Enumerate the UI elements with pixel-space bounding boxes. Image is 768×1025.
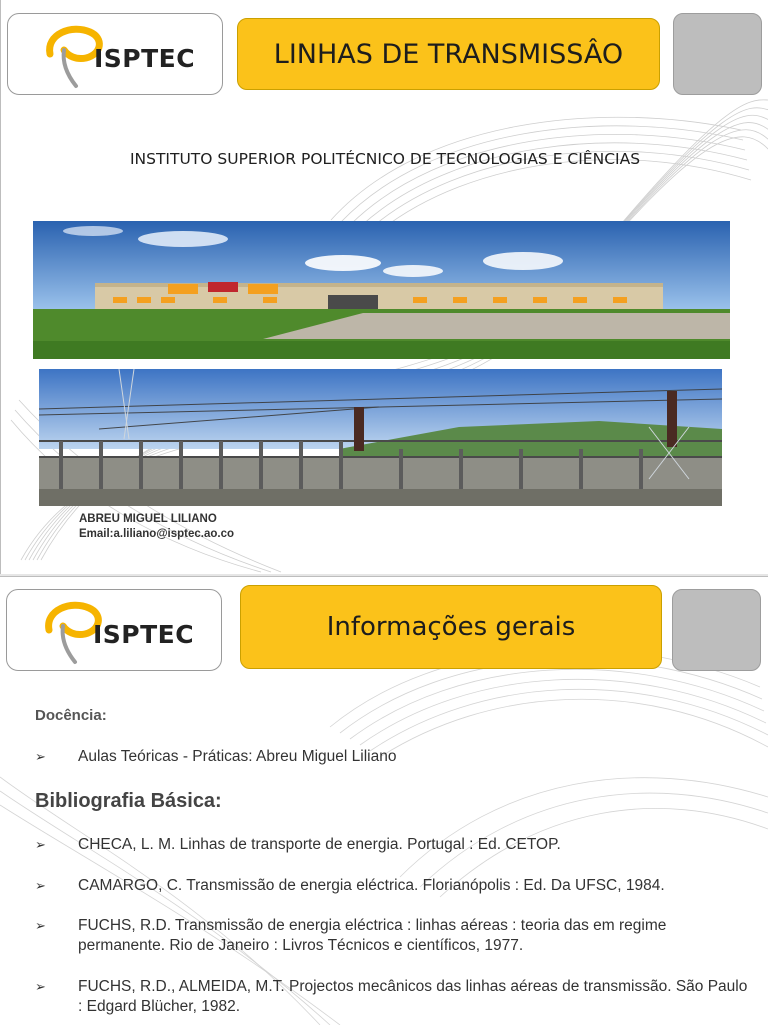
logo-text: ISPTEC: [93, 620, 195, 649]
slide-title-banner: [240, 585, 662, 669]
bibliography-item: FUCHS, R.D. Transmissão de energia eléctrica : linhas aéreas : teoria das em regime permanente. Rio de Janeiro : Livros Técnicos e científicos, 1977.: [78, 917, 667, 954]
slide-title-banner: [237, 18, 660, 90]
slide-title: Informações gerais: [326, 612, 576, 642]
bullet-arrow-icon: ➢: [35, 918, 46, 933]
bullet-arrow-icon: ➢: [35, 878, 46, 893]
author-name: ABREU MIGUEL LILIANO: [79, 513, 217, 525]
grey-placeholder-box: [673, 13, 762, 95]
bibliography-item: CAMARGO, C. Transmissão de energia eléctrica. Florianópolis : Ed. Da UFSC, 1984.: [78, 877, 665, 894]
bibliography-heading: Bibliografia Básica:: [35, 790, 222, 812]
bibliography-item: CHECA, L. M. Linhas de transporte de energia. Portugal : Ed. CETOP.: [78, 836, 561, 853]
institute-name: INSTITUTO SUPERIOR POLITÉCNICO DE TECNOLOGIAS E CIÊNCIAS: [129, 150, 641, 168]
isptec-logo: [6, 589, 222, 671]
slide-title: LINHAS DE TRANSMISSÂO: [273, 38, 624, 70]
author-email: Email:a.liliano@isptec.ao.co: [79, 528, 235, 540]
bullet-arrow-icon: ➢: [35, 979, 46, 994]
info-slide: [0, 576, 768, 1025]
isptec-logo: [7, 13, 223, 95]
teaching-label: Docência:: [35, 707, 107, 724]
substation-photo: [39, 369, 722, 506]
teaching-item: Aulas Teóricas - Práticas: Abreu Miguel Liliano: [78, 748, 397, 765]
bibliography-item: FUCHS, R.D., ALMEIDA, M.T. Projectos mecânicos das linhas aéreas de transmissão. São Paulo : Edgard Blücher, 1982.: [78, 978, 748, 1015]
logo-text: ISPTEC: [94, 44, 196, 73]
bullet-arrow-icon: ➢: [35, 837, 46, 852]
bullet-arrow-icon: ➢: [35, 749, 46, 764]
grey-placeholder-box: [672, 589, 761, 671]
author-info: [79, 512, 234, 542]
campus-building-photo: [33, 221, 730, 359]
